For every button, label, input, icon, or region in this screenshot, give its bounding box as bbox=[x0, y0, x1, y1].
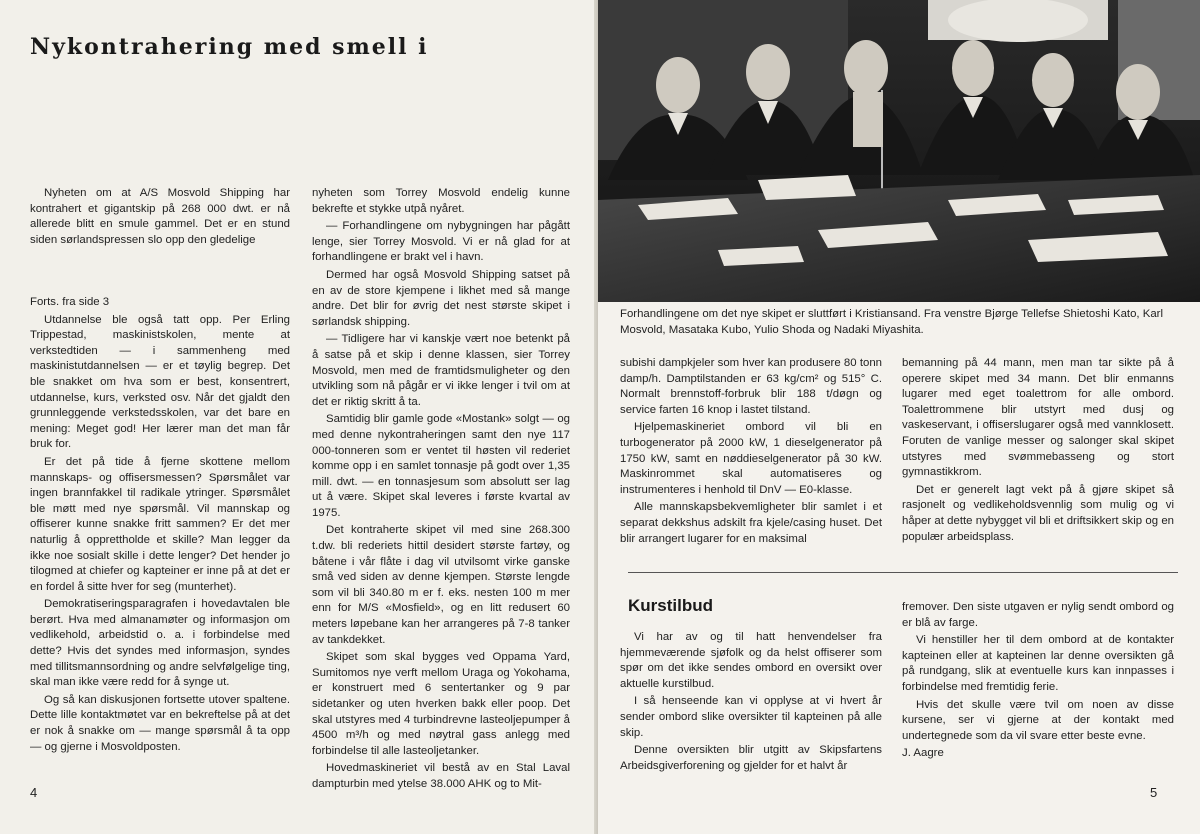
section-divider bbox=[628, 572, 1178, 573]
paragraph: Hovedmaskineriet vil bestå av en Stal Laval dampturbin med ytelse 38.000 AHK og to Mit- bbox=[312, 762, 570, 790]
paragraph: Utdannelse ble også tatt opp. Per Erling Trippestad, maskinistskolen, mente at verkstedtiden — i sammenheng med maskinistutdannelsen — er et tøylig begrep. Det ble snakket om hva som er best, konsentrert, utdannelse, kurs, verksted osv. Når det gjaldt den grunnleggende verkstedsskolen, var det bare en mening: Meget god! Her lærer man det man får bruk for. bbox=[30, 313, 290, 451]
kurs-column-right bbox=[902, 600, 1174, 764]
paragraph: fremover. Den siste utgaven er nylig sendt ombord og er blå av farge. bbox=[902, 601, 1174, 629]
paragraph: Vi har av og til hatt henvendelser fra hjemmeværende sjøfolk og da helst offiserer som spør om det ikke sendes ombord en oversikt over aktuelle kurstilbud. bbox=[620, 631, 882, 690]
paragraph: Demokratiseringsparagrafen i hovedavtalen ble berørt. Hva med almanamøter og informasjon om vedlikehold, arbeidstid o. a. i forbindelse med dette? Hvis det syndes med informasjon, syndes med tillitsmannsordning og andre selvfølgelige ting, skal man ikke være redd for å synge ut. bbox=[30, 598, 290, 689]
paragraph: Alle mannskapsbekvemligheter blir samlet i et separat dekkshus adskilt fra kjele/casing huset. Det blir arrangert lugarer for en maksimal bbox=[620, 501, 882, 545]
paragraph: Hjelpemaskineriet ombord vil bli en turbogenerator på 2000 kW, 1 dieselgenerator på 1750 kW, samt en nøddieselgenerator på 30 kW. Maskinrommet skal automatiseres og instrumenteres i henhold til DnV — E0-klasse. bbox=[620, 421, 882, 496]
paragraph: Vi henstiller her til dem ombord at de kontakter kapteinen eller at kapteinen lar denne oversikten gå på rundgang, slik at eventuelle kurs kan innpasses i forbindelse med fremtidig ferie. bbox=[902, 634, 1174, 693]
paragraph: bemanning på 44 mann, men man tar sikte på å operere skipet med 34 mann. Det blir enmanns lugarer med eget toalettrom for alle ombord. Toalettrommene blir utstyrt med dusj og vaskeservant, i offiserslugarer også med vannklosett. Foruten de vanlige messer og salonger skal skipet utstyres med svømmebasseng og stort gymnastikkrom. bbox=[902, 357, 1174, 479]
paragraph: I så henseende kan vi opplyse at vi hvert år sender ombord slike oversikter til kapteinen på alle skip. bbox=[620, 695, 882, 739]
paragraph: Hvis det skulle være tvil om noen av disse kursene, ser vi gjerne at der kontakt med undertegnede som da vil svare etter beste evne. bbox=[902, 698, 1174, 742]
paragraph: Det er generelt lagt vekt på å gjøre skipet så rasjonelt og vedlikeholdsvennlig som mulig og vi håper at dette nybygget vil bli et driftsikkert skip og en populær arbeidsplass. bbox=[902, 483, 1174, 543]
paragraph: — Forhandlingene om nybygningen har pågått lenge, sier Torrey Mosvold. Vi er nå glad for at forhandlingene er brakt vel i havn. bbox=[312, 220, 570, 264]
page-number-left: 4 bbox=[30, 785, 38, 800]
right-page bbox=[598, 0, 1200, 834]
paragraph: Dermed har også Mosvold Shipping satset på en av de store kjempene i likhet med så mange andre. Det blir for øvrig det nest største skipet i sørlandsk shipping. bbox=[312, 268, 570, 328]
paragraph: Det kontraherte skipet vil med sine 268.300 t.dw. bli rederiets hittil desidert største fartøy, og båtene i vår flåte i dag vil utvilsomt virke ganske små ved siden av denne kjempen. Største lengde som vil bli 340.80 m er f. eks. nesten 100 m mer enn for M/S «Mosfield», og en litt redusert 60 meters løpebane kan her arrangeres på 7-8 tanker av tankdekket. bbox=[312, 524, 570, 646]
paragraph: Samtidig blir gamle gode «Mostank» solgt — og med denne nykontraheringen samt den nye 117 000-tonneren som er ventet til høsten vil rederiet komme opp i en samlet tonnasje på godt over 1,35 mill. dwt. — en tonnasjesum som absolutt ser lag ut å være. Skipet skal leveres i første kvartal av 1975. bbox=[312, 413, 570, 519]
paragraph: subishi dampkjeler som hver kan produsere 80 tonn damp/h. Damptilstanden er 63 kg/cm² og 515° C. Normalt brennstoff-forbruk blir 188 t/døgn og service farten 16 knop i lastet tilstand. bbox=[620, 357, 882, 416]
left-page bbox=[0, 0, 598, 834]
paragraph: Er det på tide å fjerne skottene mellom mannskaps- og offisersmessen? Spørsmålet var ingen brannfakkel til radikale ytringer. Spørsmålet ble møtt med nye spørsmål. Vil mannskap og offiserer kunne snakke fritt sammen? Er det mer naturlig å opprettholde et skille? Man legger da ikke noe sosialt skille i dette lenger? Det hender jo tilogmed at chiefer og kapteiner er inne på at det er en fordel å sitte hver for seg (munterhet). bbox=[30, 455, 290, 593]
section-title: Kurstilbud bbox=[628, 596, 713, 615]
intro-paragraph bbox=[30, 186, 290, 250]
continued-note: Forts. fra side 3 bbox=[30, 296, 110, 308]
paragraph: Og så kan diskusjonen fortsette utover spaltene. Dette lille kontaktmøtet var en bekreftelse på at det er nok å snakke om — mange spørsmål å ta opp — og gjerne i Mosvoldposten. bbox=[30, 693, 290, 753]
signature: J. Aagre bbox=[902, 747, 944, 760]
article-headline: Nykontrahering med smell i bbox=[30, 34, 429, 60]
paragraph: Denne oversikten blir utgitt av Skipsfartens Arbeidsgiverforening og gjelder for et halvt år bbox=[620, 744, 882, 772]
column-right bbox=[312, 186, 570, 795]
photo-caption: Forhandlingene om det nye skipet er sluttført i Kristiansand. Fra venstre Bjørge Tellefse Shietoshi Kato, Karl Mosvold, Masataka Kubo, Yulio Shoda og Nadaki Miyashita. bbox=[620, 308, 1164, 336]
column-left bbox=[620, 356, 882, 549]
group-photo bbox=[598, 0, 1200, 302]
kurs-column-left bbox=[620, 630, 882, 776]
paragraph: Skipet som skal bygges ved Oppama Yard, Sumitomos nye verft mellom Uraga og Yokohama, er konstruert med 6 sentertanker og 9 par sidetanker og uten hverken bakk eller poop. Det skal utstyres med 4 turbindrevne lasteoljepumper å 4500 m³/h og med nøytral gass anlegg med forbindelse til alle lasteoljetanker. bbox=[312, 651, 570, 757]
paragraph: Nyheten om at A/S Mosvold Shipping har kontrahert et gigantskip på 268 000 dwt. er nå allerede blitt en smule gammel. Det er en stund siden sørlandspressen slo opp den gledelige bbox=[30, 187, 290, 246]
column-left-main bbox=[30, 295, 290, 757]
paragraph: — Tidligere har vi kanskje vært noe betenkt på å satse på et skip i denne klassen, sier Torrey Mosvold, men med de framtidsmuligheter og den utvikling som nå pågår er vi ikke lenger i tvil om at det er riktig skritt å ta. bbox=[312, 333, 570, 408]
column-right bbox=[902, 356, 1174, 547]
paragraph: nyheten som Torrey Mosvold endelig kunne bekrefte et stykke utpå nyåret. bbox=[312, 187, 570, 215]
page-number-right: 5 bbox=[1150, 785, 1158, 800]
